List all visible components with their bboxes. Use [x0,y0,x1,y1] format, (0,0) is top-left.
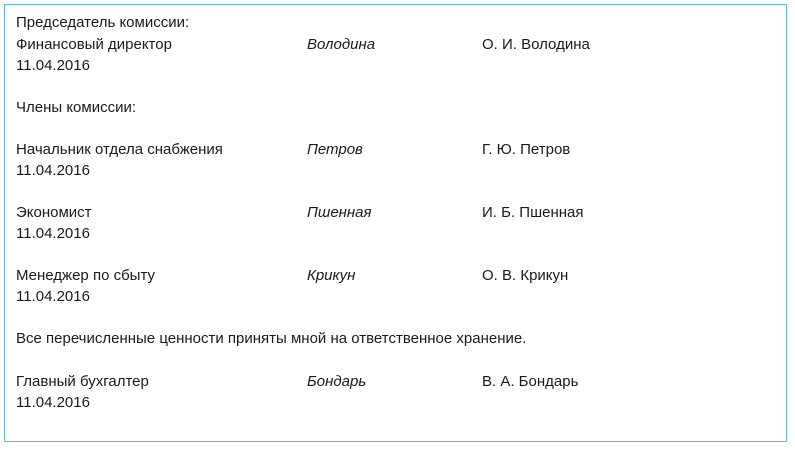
statement-text: Все перечисленные ценности приняты мной на ответственное хранение. [16,330,527,347]
member-position: Начальник отдела снабжения [16,141,223,158]
member-signature: Петров [307,141,363,158]
member-name: И. Б. Пшенная [482,204,584,221]
member-date: 11.04.2016 [16,225,90,242]
chairman-date: 11.04.2016 [16,57,90,74]
member-name: О. В. Крикун [482,267,569,284]
chairman-position: Финансовый директор [16,36,172,53]
accountant-signature: Бондарь [307,373,367,390]
members-heading: Члены комиссии: [16,99,137,116]
member-position: Менеджер по сбыту [16,267,155,284]
member-name: Г. Ю. Петров [482,141,571,158]
member-date: 11.04.2016 [16,162,90,179]
member-date: 11.04.2016 [16,288,90,305]
accountant-date: 11.04.2016 [16,394,90,411]
chairman-name: О. И. Володина [482,36,590,53]
chairman-heading: Председатель комиссии: [16,14,190,31]
chairman-signature: Володина [307,36,376,53]
member-position: Экономист [16,204,92,221]
member-signature: Пшенная [307,204,372,221]
accountant-name: В. А. Бондарь [482,373,579,390]
member-signature: Крикун [307,267,356,284]
accountant-position: Главный бухгалтер [16,373,149,390]
